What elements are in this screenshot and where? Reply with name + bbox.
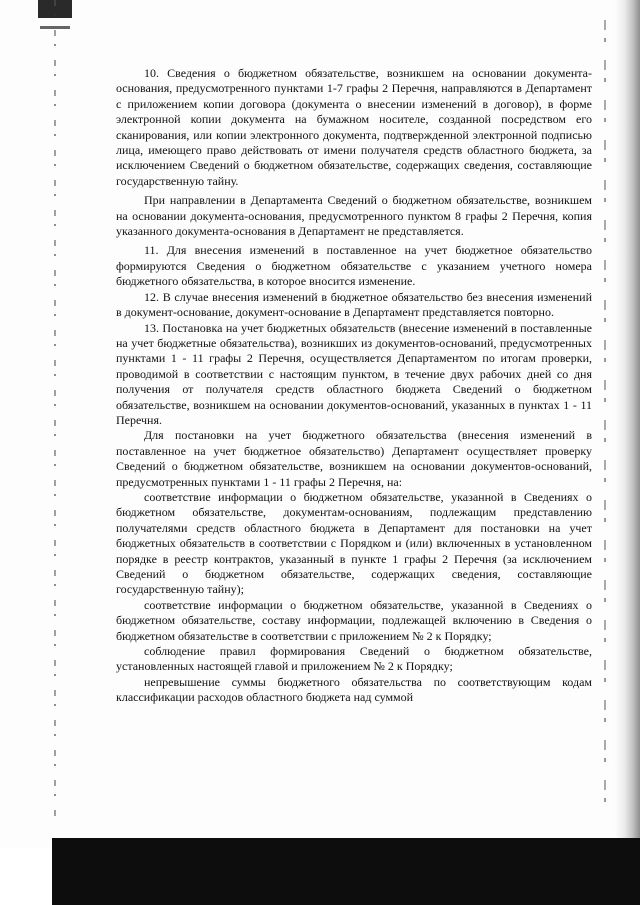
paragraph-13-check-item-4: непревышение суммы бюджетного обязательства по соответствующим кодам классификации расходов областного бюджета над суммой: [116, 674, 592, 705]
paragraph-13-check-item-2: соответствие информации о бюджетном обязательстве, указанной в Сведениях о бюджетном обязательстве, составу информации, подлежащей включению в Сведения о бюджетном обязательстве в соответствии с приложением № 2 к Порядку;: [116, 597, 592, 643]
paragraph-13-check-intro: Для постановки на учет бюджетного обязательства (внесения изменений в поставленное на учет бюджетное обязательство) Департамент осуществляет проверку Сведений о бюджетном обязательстве, возникшем на основании документов-оснований, предусмотренных пунктами 1 - 11 графы 2 Перечня, на:: [116, 428, 592, 489]
paragraph-13-check-item-3: соблюдение правил формирования Сведений о бюджетном обязательстве, установленных настоящей главой и приложением № 2 к Порядку;: [116, 644, 592, 674]
document-body: [116, 66, 592, 706]
paragraph-10: 10. Сведения о бюджетном обязательстве, возникшем на основании документа-основания, предусмотренного пунктами 1-7 графы 2 Перечня, направляются в Департамент с приложением копии договора (документа о внесении изменений в договор), в форме электронной копии документа на бумажном носителе, созданной посредством его сканирования, или копии электронного документа, подтвержденной электронной подписью лица, имеющего право действовать от имени получателя средств областного бюджета, за исключением Сведений о бюджетном обязательстве, содержащих сведения, составляющие государственную тайну.: [116, 66, 592, 188]
scan-artifact-left-margin: [54, 0, 56, 820]
scan-artifact-bottom-bar: [52, 838, 640, 905]
scan-artifact-right-line: [604, 20, 606, 820]
paragraph-13-check-item-1: соответствие информации о бюджетном обязательстве, указанной в Сведениях о бюджетном обязательстве, документам-основаниям, подлежащим представлению получателями средств областного бюджета в Департамент для постановки на учет бюджетных обязательств в соответствии с Порядком и (или) включенных в установленном порядке в реестр контрактов, указанный в пункте 1 графы 2 Перечня (за исключением Сведений о бюджетном обязательстве, содержащих сведения, составляющие государственную тайну);: [116, 489, 592, 597]
paragraph-13: 13. Постановка на учет бюджетных обязательств (внесение изменений в поставленные на учет бюджетные обязательства), возникших из документов-оснований, предусмотренных пунктами 1 - 11 графы 2 Перечня, осуществляется Департаментом по итогам проверки, проводимой в соответствии с настоящим пунктом, в течение двух рабочих дней со дня получения от получателя средств областного бюджета Сведений о бюджетном обязательстве, возникшем на основании документов-оснований, указанных в пунктах 1 - 11 Перечня.: [116, 320, 592, 427]
paragraph-10-note: При направлении в Департамента Сведений о бюджетном обязательстве, возникшем на основании документа-основания, предусмотренного пунктом 8 графы 2 Перечня, копия указанного документа-основания в Департамент не представляется.: [116, 193, 592, 239]
scan-artifact-bottom-left: [0, 848, 52, 905]
paragraph-11: 11. Для внесения изменений в поставленное на учет бюджетное обязательство формируются Сведения о бюджетном обязательстве с указанием учетного номера бюджетного обязательства, в которое вносится изменение.: [116, 243, 592, 289]
scan-artifact-right-edge: [614, 0, 640, 840]
paragraph-12: 12. В случае внесения изменений в бюджетное обязательство без внесения изменений в документ-основание, документ-основание в Департамент представляется повторно.: [116, 289, 592, 320]
